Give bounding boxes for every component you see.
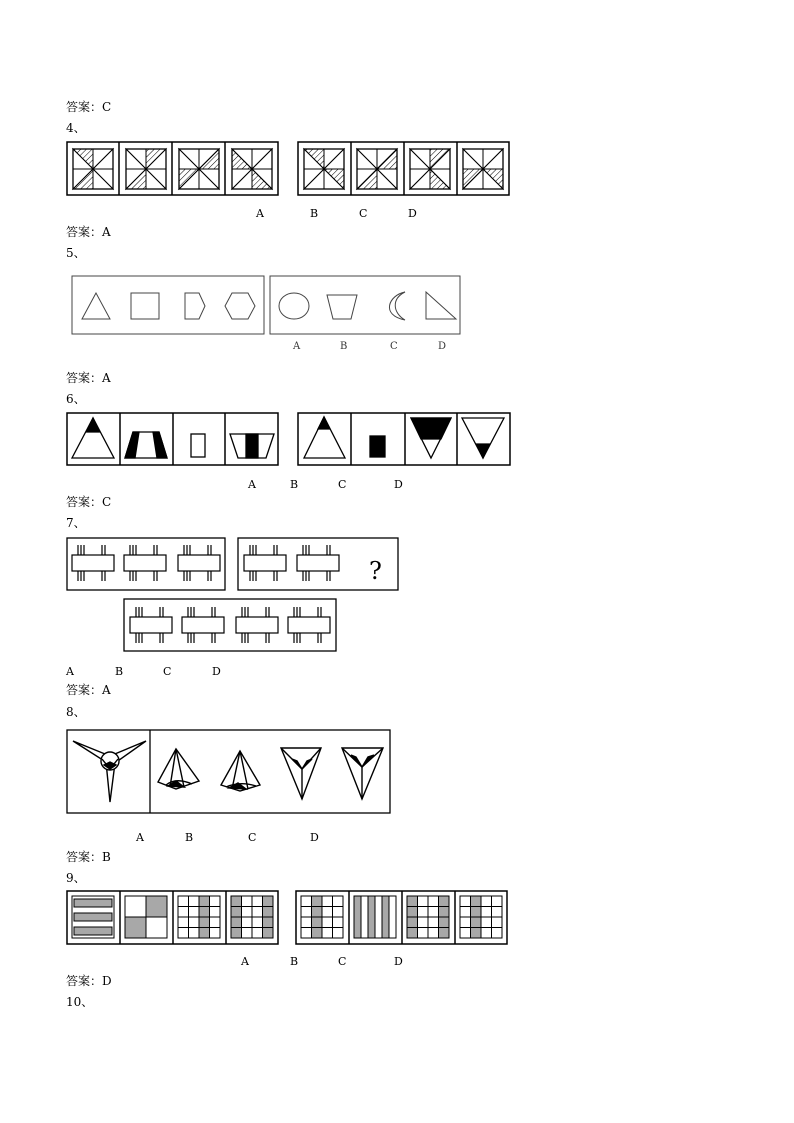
- q9-tile: [333, 917, 344, 928]
- q9-tile: [439, 896, 450, 907]
- question-number-7: 7、: [66, 516, 86, 530]
- q7-option-d[interactable]: D: [212, 665, 221, 678]
- q9-tile: [481, 928, 492, 939]
- q8-figure: [66, 729, 394, 817]
- question-number-8: 8、: [66, 705, 86, 719]
- q9-tile: [242, 907, 253, 918]
- q7-question-mark: ?: [369, 557, 382, 585]
- q9-tile: [301, 917, 312, 928]
- q9-tile: [312, 896, 323, 907]
- q9-tile: [460, 896, 471, 907]
- q8-option-d[interactable]: D: [310, 831, 319, 844]
- q8-option-b[interactable]: B: [185, 831, 194, 844]
- q9-tile: [199, 896, 210, 907]
- q9-option-b[interactable]: B: [290, 955, 299, 968]
- q9-tile: [481, 917, 492, 928]
- q5-option-c[interactable]: C: [390, 341, 398, 352]
- q9-tile: [407, 896, 418, 907]
- q7-bar: [178, 555, 220, 571]
- q9-tile: [418, 907, 429, 918]
- q9-tile: [322, 917, 333, 928]
- q5-figure: [71, 275, 463, 337]
- q7-bar: [182, 617, 224, 633]
- q9-tile: [178, 907, 189, 918]
- q9-tile: [210, 917, 221, 928]
- q9-tile: [242, 917, 253, 928]
- q9-tile: [210, 907, 221, 918]
- q9-column: [382, 896, 389, 938]
- q7-figure: [66, 537, 402, 655]
- q9-tile: [492, 907, 503, 918]
- q9-tile: [263, 928, 274, 939]
- q9-column: [375, 896, 382, 938]
- q9-tile: [252, 907, 263, 918]
- q6-option-a[interactable]: A: [248, 478, 256, 491]
- q9-column: [389, 896, 396, 938]
- q7-option-c[interactable]: C: [163, 665, 172, 678]
- q9-tile: [199, 928, 210, 939]
- q5-option-a[interactable]: A: [293, 341, 301, 352]
- q9-option-a[interactable]: A: [241, 955, 249, 968]
- q7-bar: [130, 617, 172, 633]
- q9-tile: [333, 928, 344, 939]
- q9-tile: [231, 928, 242, 939]
- q9-tile: [199, 917, 210, 928]
- q9-tile: [471, 917, 482, 928]
- q9-tile: [312, 917, 323, 928]
- question-number-4: 4、: [66, 121, 86, 135]
- q9-tile: [252, 896, 263, 907]
- q9-tile: [471, 907, 482, 918]
- q8-option-a[interactable]: A: [136, 831, 144, 844]
- q9-tile: [189, 928, 200, 939]
- answer-line-4: 答案：A: [66, 225, 111, 239]
- q9-tile: [460, 907, 471, 918]
- answer-line-8: 答案：B: [66, 850, 111, 864]
- q9-column: [368, 896, 375, 938]
- q9-tile: [333, 896, 344, 907]
- q9-figure: [66, 890, 512, 947]
- q9-stripe: [74, 913, 112, 921]
- q9-tile: [199, 907, 210, 918]
- q9-tile: [333, 907, 344, 918]
- q9-tile: [312, 928, 323, 939]
- q9-option-c[interactable]: C: [338, 955, 347, 968]
- q9-tile: [428, 928, 439, 939]
- q7-bar: [288, 617, 330, 633]
- q5-option-d[interactable]: D: [438, 341, 447, 352]
- q9-tile: [322, 928, 333, 939]
- q9-tile: [492, 896, 503, 907]
- q7-bar: [297, 555, 339, 571]
- q9-tile: [492, 928, 503, 939]
- question-number-10: 10、: [66, 995, 94, 1009]
- q4-option-b[interactable]: B: [310, 207, 319, 220]
- q9-tile: [252, 917, 263, 928]
- q9-option-d[interactable]: D: [394, 955, 403, 968]
- q9-tile: [439, 917, 450, 928]
- q6-option-d[interactable]: D: [394, 478, 403, 491]
- q9-tile: [263, 896, 274, 907]
- q9-tile: [189, 907, 200, 918]
- q9-tile: [460, 928, 471, 939]
- q9-tile: [178, 917, 189, 928]
- q9-tile: [481, 896, 492, 907]
- q9-tile: [418, 917, 429, 928]
- q9-tile: [263, 907, 274, 918]
- answer-line-9: 答案：D: [66, 974, 112, 988]
- q9-tile: [471, 928, 482, 939]
- q7-option-b[interactable]: B: [115, 665, 124, 678]
- q9-tile: [439, 907, 450, 918]
- q9-tile: [178, 896, 189, 907]
- answer-line-6: 答案：C: [66, 495, 112, 509]
- q9-tile: [242, 896, 253, 907]
- answer-line-3: 答案：C: [66, 100, 112, 114]
- q9-tile: [189, 896, 200, 907]
- q9-tile: [301, 896, 312, 907]
- q9-stripe: [74, 927, 112, 935]
- q9-tile: [301, 907, 312, 918]
- q9-tile: [252, 928, 263, 939]
- q9-tile: [210, 896, 221, 907]
- q9-tile: [231, 917, 242, 928]
- question-number-9: 9、: [66, 871, 86, 885]
- q8-option-c[interactable]: C: [248, 831, 257, 844]
- q7-bar: [244, 555, 286, 571]
- q9-tile: [428, 907, 439, 918]
- q4-option-c[interactable]: C: [359, 207, 368, 220]
- q9-tile: [322, 896, 333, 907]
- q9-tile: [460, 917, 471, 928]
- q9-tile: [471, 896, 482, 907]
- q9-tile: [418, 928, 429, 939]
- q7-bar: [124, 555, 166, 571]
- answer-line-5: 答案：A: [66, 371, 111, 385]
- q7-bar: [236, 617, 278, 633]
- q9-tile: [407, 917, 418, 928]
- q9-stripe: [74, 899, 112, 907]
- q6-figure: [66, 412, 514, 468]
- q9-tile: [322, 907, 333, 918]
- q9-column: [354, 896, 361, 938]
- q9-tile: [492, 917, 503, 928]
- q9-tile: [263, 917, 274, 928]
- q4-figure: [66, 141, 512, 197]
- q6-option-b[interactable]: B: [290, 478, 299, 491]
- question-number-6: 6、: [66, 392, 86, 406]
- q7-option-a[interactable]: A: [66, 665, 74, 678]
- q9-tile: [439, 928, 450, 939]
- q9-tile: [178, 928, 189, 939]
- q9-tile: [231, 896, 242, 907]
- q5-option-b[interactable]: B: [340, 341, 348, 352]
- q9-tile: [312, 907, 323, 918]
- q6-option-c[interactable]: C: [338, 478, 347, 491]
- q9-tile: [418, 896, 429, 907]
- q4-option-a[interactable]: A: [256, 207, 264, 220]
- q9-tile: [210, 928, 221, 939]
- q9-tile: [428, 917, 439, 928]
- q4-option-d[interactable]: D: [408, 207, 417, 220]
- q9-block: [125, 917, 146, 938]
- q9-block: [146, 896, 167, 917]
- q9-tile: [428, 896, 439, 907]
- q9-tile: [231, 907, 242, 918]
- q9-tile: [301, 928, 312, 939]
- q7-bar: [72, 555, 114, 571]
- q9-tile: [407, 928, 418, 939]
- q9-tile: [242, 928, 253, 939]
- answer-line-7: 答案：A: [66, 683, 111, 697]
- q9-tile: [189, 917, 200, 928]
- q9-tile: [481, 907, 492, 918]
- q9-column: [361, 896, 368, 938]
- question-number-5: 5、: [66, 246, 86, 260]
- q9-tile: [407, 907, 418, 918]
